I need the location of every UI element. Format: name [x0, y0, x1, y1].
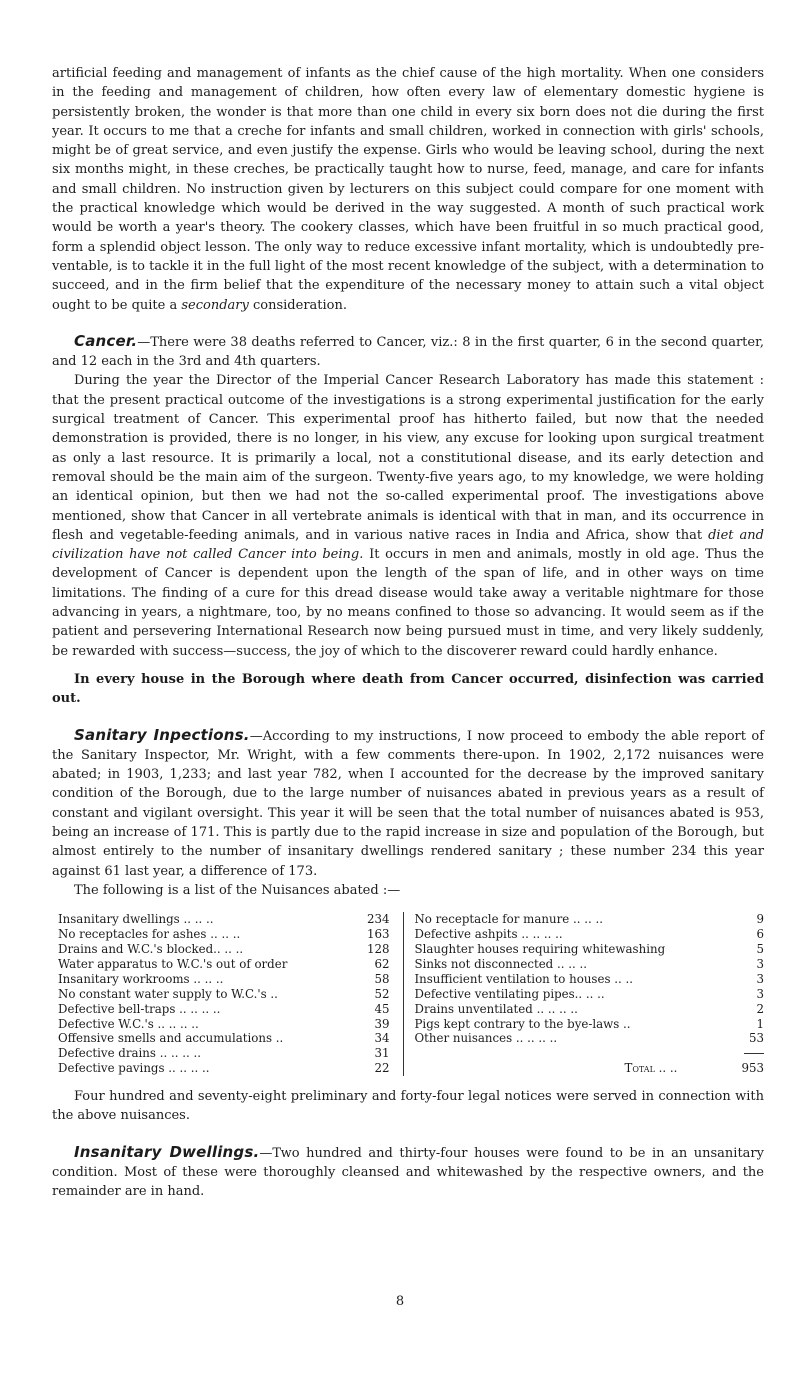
table-row: Defective W.C.'s .. .. .. .. 39 — [58, 1016, 390, 1031]
table-row: Drains and W.C.'s blocked.. .. .. 128 — [58, 941, 390, 956]
cancer-disinfection-paragraph: In every house in the Borough where death from Cancer occurred, disinfection was carried out. — [52, 671, 764, 707]
table-row: No receptacles for ashes .. .. .. 163 — [58, 927, 390, 942]
total-rule-line — [744, 1053, 764, 1054]
intro-text: artificial feeding and management of infants as the chief cause of the high mortality. When one considers in the feeding and management of children, how often every law of elementary domestic hygiene is persistently broken, the wonder is that more than one child in every six born does not die during the first year. It occurs to me that a creche for infants and small children, worked in connection with girls' schools, might be of great service, and even justify the expense. Girls who would be leaving school, during the next six months might, in these creches, be practically taught how to nurse, feed, manage, and care for infants and small children. No instruction given by lecturers on this subject could compare for one moment with the practical knowledge which would be derived in the way suggested. A month of such practical work would be worth a year's theory. The cookery classes, which have been fruitful in so much practical good, form a splendid object lesson. The only way to reduce excessive infant mortality, which is undoubtedly pre-ventable, is to tackle it in the full light of the most recent knowledge of the subject, with a determination to succeed, and in the firm belief that the expenditure of the necessary money to attain such a vital object ought to be quite a — [52, 66, 764, 313]
cancer-paragraph — [52, 332, 764, 372]
intro-end: consideration. — [253, 297, 348, 313]
table-row: No receptacle for manure .. .. .. 9 — [414, 912, 764, 927]
table-row: Pigs kept contrary to the bye-laws .. 1 — [414, 1016, 764, 1031]
nuisances-right-column — [404, 912, 764, 1076]
cancer-lead: —There were 38 deaths referred to Cancer, viz.: 8 in the first quarter, 6 in the second quarter, and 12 each in the 3rd and 4th quarters. — [52, 334, 764, 370]
total-rule — [414, 1046, 764, 1061]
intro-paragraph — [52, 64, 764, 315]
insanitary-heading: Insanitary Dwellings. — [74, 1142, 260, 1161]
table-row: Insanitary workrooms .. .. .. 58 — [58, 971, 390, 986]
insanitary-paragraph — [52, 1143, 764, 1202]
nuisances-table — [52, 912, 764, 1076]
table-row: Defective pavings .. .. .. .. 22 — [58, 1061, 390, 1076]
insanitary-text: —Two hundred and thirty-four houses were found to be in an unsanitary condition. Most of these were thoroughly cleansed and whitewashed by the respective owners, and the remainder are in hand. — [52, 1145, 764, 1200]
sanitary-paragraph — [52, 726, 764, 881]
table-row: Drains unventilated .. .. .. .. 2 — [414, 1001, 764, 1016]
nuisances-list-intro: The following is a list of the Nuisances abated :— — [74, 882, 401, 898]
table-row: Defective ashpits .. .. .. .. 6 — [414, 927, 764, 942]
table-row: Sinks not disconnected .. .. .. 3 — [414, 956, 764, 971]
page-number: 8 — [395, 1294, 405, 1309]
table-row: Slaughter houses requiring whitewashing 5 — [414, 941, 764, 956]
nuisances-left-column — [52, 912, 404, 1076]
table-row: Other nuisances .. .. .. .. 53 — [414, 1031, 764, 1046]
total-row — [414, 1061, 764, 1076]
table-row: Defective drains .. .. .. .. 31 — [58, 1046, 390, 1061]
sanitary-heading: Sanitary Inpections. — [74, 725, 250, 744]
cancer-research-emphasis: diet and civilization have not called Cancer into being. — [52, 527, 764, 563]
total-count: 953 — [741, 1061, 764, 1076]
table-row: No constant water supply to W.C.'s .. 52 — [58, 986, 390, 1001]
total-label: Total .. .. — [624, 1061, 678, 1076]
legal-notices-paragraph: Four hundred and seventy-eight preliminary and forty-four legal notices were served in connection with the above nuisances. — [52, 1089, 764, 1124]
sanitary-lead: —According to my instructions, I now proceed to embody the able report of the Sanitary Inspector, Mr. Wright, with a few comments there-upon. In 1902, 2,172 nuisances were abated; in 1903, 1,233; and last year 782, when I accounted for the decrease by the improved sanitary condition of the Borough, due to the large number of nuisances abated in previous years as a result of constant and vigilant oversight. This year it will be seen that the total number of nuisances abated is 953, being an increase of 171. This is partly due to the rapid increase in size and population of the Borough, but almost entirely to the number of insanitary dwellings rendered sanitary ; these number 234 this year against 61 last year, a difference of 173. — [52, 728, 765, 879]
table-row: Insufficient ventilation to houses .. .. 3 — [414, 971, 764, 986]
table-row: Offensive smells and accumulations .. 34 — [58, 1031, 390, 1046]
cancer-research-text-end: It occurs in men and animals, mostly in old age. Thus the development of Cancer is dependent upon the length of the span of life, and in other ways on time limitations. The finding of a cure for this dread disease would take away a veritable nightmare for those advancing in years, a nightmare, too, by no means confined to those so advancing. It would seem as if the patient and persevering International Research now being pursued must in time, and very likely suddenly, be rewarded with success—success, the joy of which to the discoverer reward could hardly enhance. — [52, 547, 765, 659]
intro-emphasis: secondary — [181, 297, 249, 313]
table-row: Defective bell-traps .. .. .. .. 45 — [58, 1001, 390, 1016]
cancer-heading: Cancer. — [74, 331, 138, 350]
table-row: Water apparatus to W.C.'s out of order 62 — [58, 956, 390, 971]
table-row: Insanitary dwellings .. .. .. 234 — [58, 912, 390, 927]
cancer-research-text: During the year the Director of the Imperial Cancer Research Laboratory has made this statement : that the present practical outcome of the investigations is a strong experimental justification for the early surgical treatment of Cancer. This experimental proof has hitherto failed, but now that the needed demonstration is provided, there is no longer, in his view, any excuse for looking upon surgical treatment as only a last resource. It is primarily a local, not a constitutional disease, and its early detection and removal should be the main aim of the surgeon. Twenty-five years ago, to my knowledge, we were holding an identical opinion, but then we had not the so-called experimental proof. The investigations above mentioned, show that Cancer in all vertebrate animals is identical with that in man, and its occurrence in flesh and vegetable-feeding animals, and in various native races in India and Africa, show that — [52, 373, 764, 543]
cancer-research-paragraph — [52, 371, 764, 660]
table-row: Defective ventilating pipes.. .. .. 3 — [414, 986, 764, 1001]
